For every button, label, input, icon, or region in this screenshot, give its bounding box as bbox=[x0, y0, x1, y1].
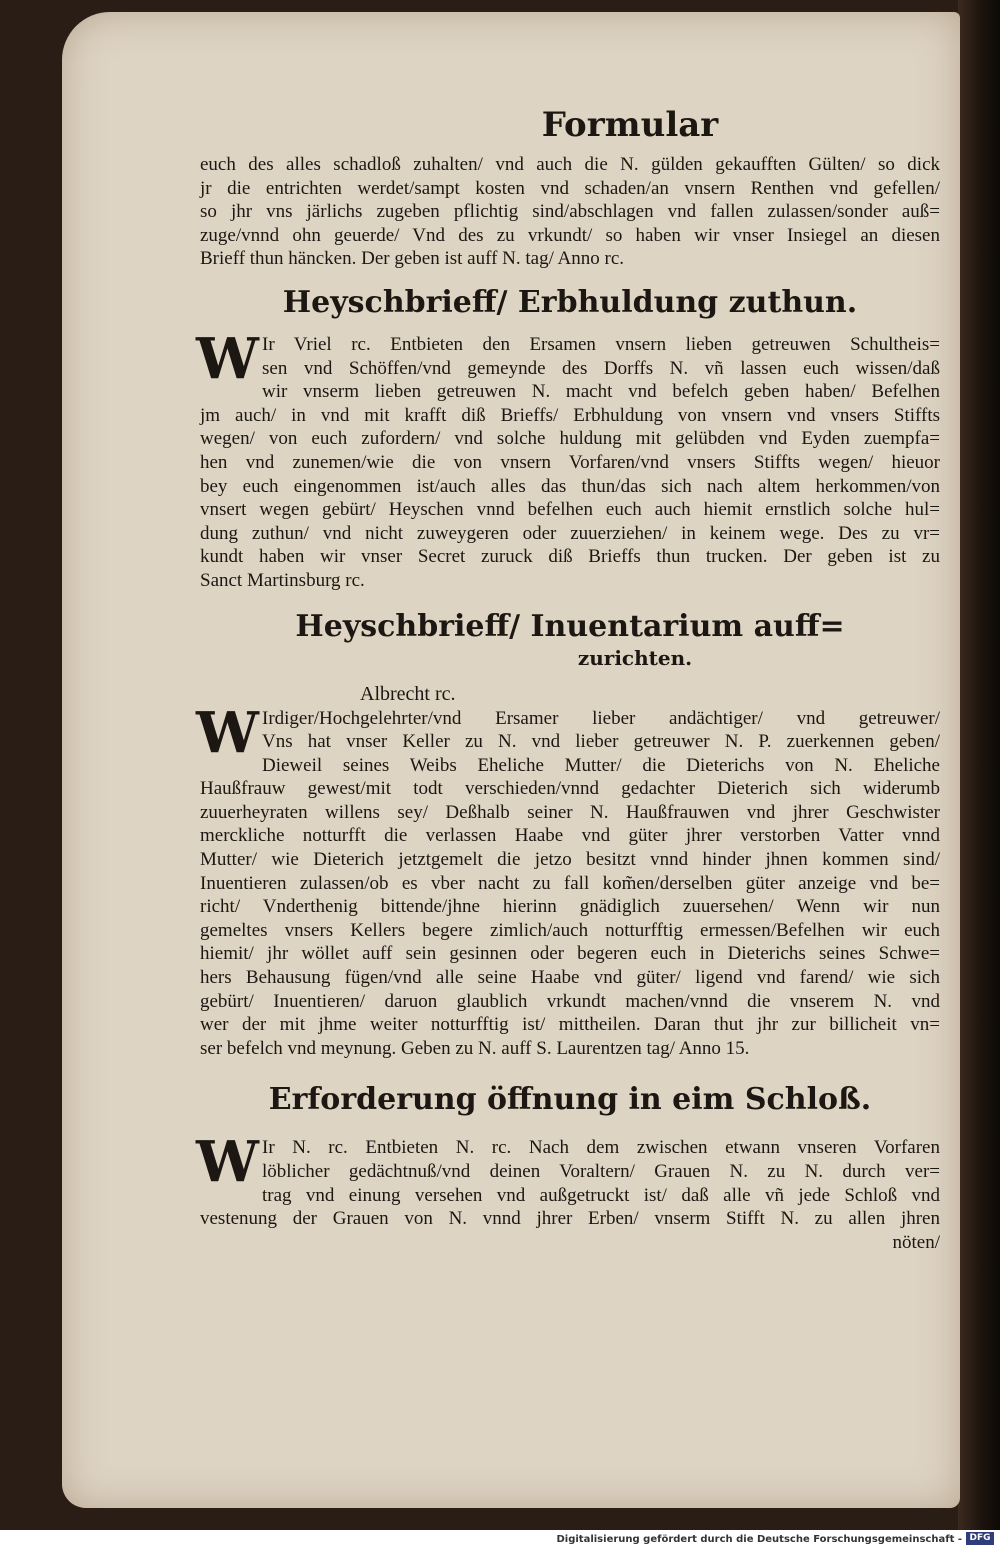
footer-credit: Digitalisierung gefördert durch die Deutsche Forschungsgemeinschaft - bbox=[556, 1534, 962, 1545]
text-line: hers Behausung fügen/vnd alle seine Haabe vnd güter/ ligend vnd farend/ wie sich bbox=[200, 967, 940, 989]
text-line: merckliche notturfft die verlassen Haabe vnd güter jhrer verstorben Vatter vnnd bbox=[200, 825, 940, 847]
text-line: hen vnd zunemen/wie die von vnsern Vorfaren/vnd vnsers Stiffts wegen/ hieuor bbox=[200, 451, 940, 473]
text-line: ser befelch vnd meynung. Geben zu N. auff S. Laurentzen tag/ Anno 15. bbox=[200, 1037, 750, 1059]
text-line: Vns hat vnser Keller zu N. vnd lieber getreuwer N. P. zuerkennen geben/ bbox=[262, 731, 940, 753]
drop-initial: W bbox=[196, 1129, 259, 1196]
text-line: Sanct Martinsburg rc. bbox=[200, 569, 365, 591]
section-heading: Erforderung öffnung in eim Schloß. bbox=[268, 1082, 872, 1118]
page-text-block bbox=[196, 105, 940, 1254]
text-line: Ir Vriel rc. Entbieten den Ersamen vnsern lieben getreuwen Schultheis= bbox=[262, 333, 940, 355]
text-line: Inuentieren zulassen/ob es vber nacht zu fall kom̃en/derselben güter anzeige vnd be= bbox=[200, 872, 940, 894]
section-heading: Heyschbrieff/ Inuentarium auff= bbox=[295, 608, 845, 644]
text-line: vnsert wegen gebürt/ Heyschen vnnd befelhen euch auch hiemit ernstlich solche hul= bbox=[200, 499, 940, 521]
section-paragraph bbox=[196, 1129, 940, 1254]
section-paragraph bbox=[196, 699, 940, 1061]
text-line: bey euch eingenommen ist/auch alles das thun/das sich nach altem herkommen/von bbox=[200, 475, 940, 497]
text-line: Brieff thun häncken. Der geben ist auff N. tag/ Anno rc. bbox=[200, 248, 625, 270]
text-line: Haußfrauw gewest/mit todt verschieden/vnnd gedachter Dieterich sich widerumb bbox=[200, 778, 940, 800]
text-line: wir vnserm lieben getreuwen N. macht vnd befelch geben haben/ Befelhen bbox=[262, 381, 940, 403]
text-line: gemeltes vnsers Kellers begere zimlich/auch notturfftig ermessen/Befelhen wir euch bbox=[200, 919, 940, 941]
drop-initial: W bbox=[196, 325, 259, 392]
text-line: richt/ Vnderthenig bittende/jhne hierinn gnädiglich zuuersehen/ Wenn wir nun bbox=[200, 896, 940, 918]
text-line: vestenung der Grauen von N. vnnd jhrer Erben/ vnserm Stifft N. zu allen jhren bbox=[200, 1208, 940, 1230]
running-head: Formular bbox=[541, 105, 719, 145]
section-heading: Heyschbrieff/ Erbhuldung zuthun. bbox=[282, 284, 858, 320]
text-line: sen vnd Schöffen/vnd gemeynde des Dorffs N. vñ lassen euch wissen/daß bbox=[262, 357, 940, 379]
intro-paragraph bbox=[200, 153, 940, 271]
text-line: zuuerheyraten willens sey/ Deßhalb seiner N. Haußfrauwen vnd jhrer Geschwister bbox=[200, 801, 940, 823]
text-line: zuge/vnnd ohn geuerde/ Vnd des zu vrkundt/ so haben wir vnser Insiegel an diesen bbox=[200, 224, 940, 246]
text-line: Irdiger/Hochgelehrter/vnd Ersamer lieber andächtiger/ vnd getreuwer/ bbox=[262, 707, 940, 729]
book-spine bbox=[958, 0, 1000, 1530]
catchword: nöten/ bbox=[892, 1231, 940, 1253]
text-line: wer der mit jhme weiter notturfftig ist/ mittheilen. Daran thut jhr zur billicheit vn= bbox=[200, 1014, 940, 1036]
text-line: trag vnd einung versehen vnd außgetruckt ist/ daß alle vñ jede Schloß vnd bbox=[262, 1184, 940, 1206]
text-line: gebürt/ Inuentieren/ daruon glaublich vrkundt machen/vnnd die vnserem N. vnd bbox=[200, 990, 940, 1012]
text-line: kundt haben wir vnser Secret zuruck diß Brieffs thun trucken. Der geben ist zu bbox=[200, 546, 940, 568]
footer-bar bbox=[0, 1530, 1000, 1547]
text-line: so jhr vns järlichs zugeben pflichtig sind/abschlagen vnd fallen zulassen/sonder auß= bbox=[200, 201, 940, 223]
text-line: dung zuthun/ vnd nicht zuweygeren oder zuuerziehen/ in keinem wege. Des zu vr= bbox=[200, 522, 940, 544]
text-line: jr die entrichten werdet/sampt kosten vnd schaden/an vnsern Renthen vnd gefellen/ bbox=[200, 177, 940, 199]
text-line: jm auch/ in vnd mit krafft diß Brieffs/ Erbhuldung von vnsern vnd vnsers Stiffts bbox=[200, 404, 940, 426]
section-heading-continuation: zurichten. bbox=[577, 645, 693, 670]
drop-initial: W bbox=[196, 699, 259, 766]
text-line: Dieweil seines Weibs Eheliche Mutter/ die Dieterichs von N. Eheliche bbox=[262, 754, 940, 776]
dfg-logo-icon: DFG bbox=[966, 1532, 994, 1545]
text-line: wegen/ von euch zufordern/ vnd solche huldung mit gelübden vnd Eyden zuempfa= bbox=[200, 428, 940, 450]
text-line: Mutter/ wie Dieterich jetztgemelt die jetzo besitzt vnnd hinder jhnen kommen sind/ bbox=[200, 849, 940, 871]
section-paragraph bbox=[196, 325, 940, 593]
text-line: Ir N. rc. Entbieten N. rc. Nach dem zwischen etwann vnseren Vorfaren bbox=[262, 1137, 940, 1159]
text-line: euch des alles schadloß zuhalten/ vnd auch die N. gülden gekaufften Gülten/ so dick bbox=[200, 154, 940, 175]
salutation: Albrecht rc. bbox=[360, 682, 456, 705]
text-line: hiemit/ jhr wöllet auff sein gesinnen oder begeren euch in Dieterichs seines Schwe= bbox=[200, 943, 940, 965]
text-line: löblicher gedächtnuß/vnd deinen Voraltern/ Grauen N. zu N. durch ver= bbox=[262, 1161, 940, 1182]
